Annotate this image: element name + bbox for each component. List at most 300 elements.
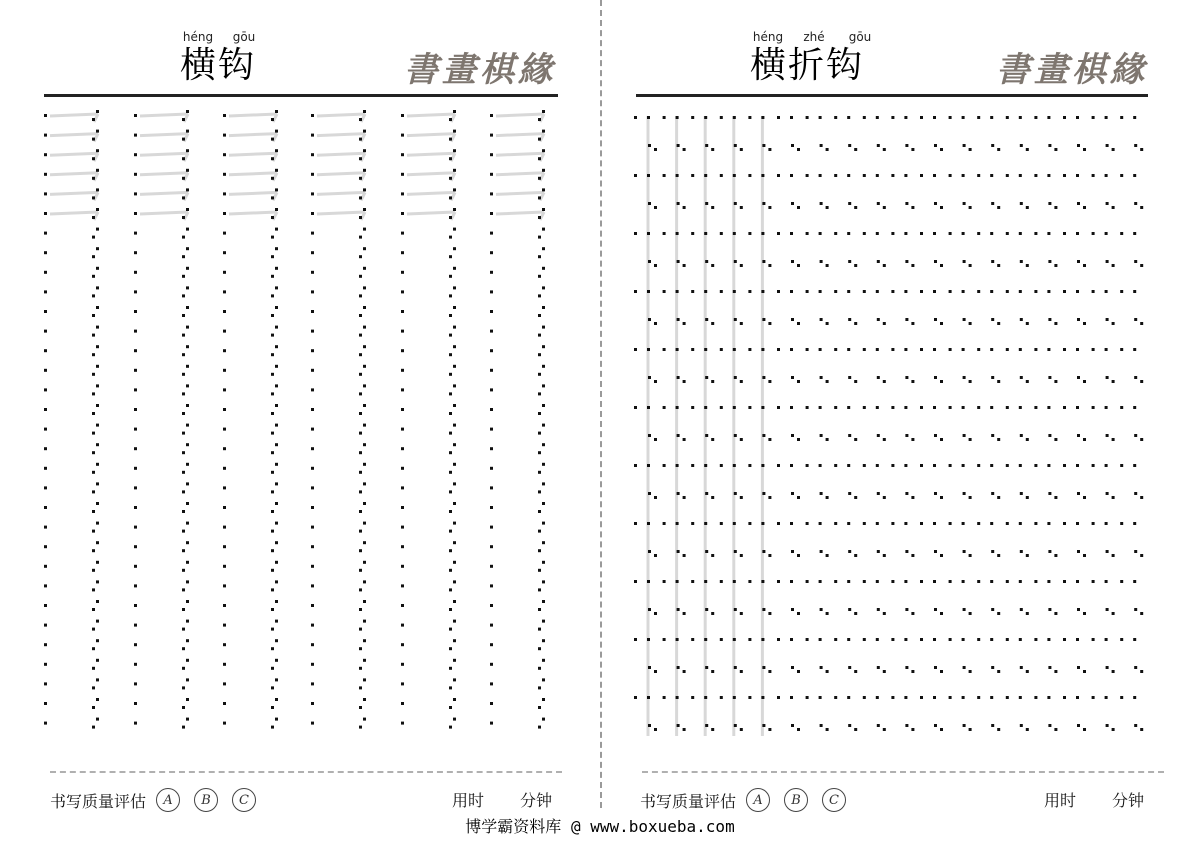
right-time-field: [1044, 788, 1144, 811]
time-label: 用时: [1044, 791, 1077, 810]
grid-dot: [990, 464, 993, 467]
grid-dot: [223, 486, 226, 489]
grid-dot: [663, 696, 666, 699]
grid-dot: [820, 202, 823, 205]
grid-dot: [1105, 696, 1108, 699]
grid-dot: [1026, 148, 1029, 151]
trace-guide-stroke: [140, 114, 188, 116]
grid-dot: [359, 569, 362, 572]
grid-dot: [359, 314, 362, 317]
grid-dot: [777, 348, 780, 351]
grid-dot: [401, 271, 404, 274]
grid-dot: [1105, 174, 1108, 177]
grid-dot: [1133, 522, 1136, 525]
grid-dot: [401, 545, 404, 548]
grid-dot: [223, 467, 226, 470]
grid-dot: [1140, 554, 1143, 557]
grid-dot: [96, 247, 99, 250]
grid-dot: [654, 380, 657, 383]
grid-dot: [734, 202, 737, 205]
grid-dot: [401, 192, 404, 195]
grid-dot: [453, 149, 456, 152]
grid-dot: [1054, 670, 1057, 673]
grid-dot: [720, 464, 723, 467]
grid-dot: [826, 728, 829, 731]
grid-dot: [1077, 318, 1080, 321]
grid-dot: [748, 348, 751, 351]
grade-a-option[interactable]: A: [156, 788, 180, 812]
grid-dot: [186, 169, 189, 172]
grid-dot: [711, 264, 714, 267]
grid-dot: [44, 604, 47, 607]
grid-dot: [911, 554, 914, 557]
grid-dot: [1076, 174, 1079, 177]
grid-dot: [92, 510, 95, 513]
grid-dot: [363, 228, 366, 231]
grid-dot: [363, 404, 366, 407]
grid-dot: [761, 580, 764, 583]
grid-dot: [359, 275, 362, 278]
grid-dot: [271, 236, 274, 239]
grid-dot: [949, 232, 952, 235]
right-quality-assessment: [640, 788, 846, 812]
grid-dot: [733, 116, 736, 119]
grid-dot: [275, 384, 278, 387]
grid-dot: [1063, 116, 1066, 119]
grid-dot: [449, 314, 452, 317]
grid-dot: [44, 388, 47, 391]
grid-dot: [791, 434, 794, 437]
grid-dot: [648, 492, 651, 495]
grid-dot: [275, 149, 278, 152]
grid-dot: [359, 471, 362, 474]
left-stroke-title: 横钩: [180, 45, 257, 86]
grid-dot: [1112, 380, 1115, 383]
grid-dot: [920, 290, 923, 293]
grid-dot: [876, 348, 879, 351]
grid-dot: [223, 330, 226, 333]
grid-dot: [634, 522, 637, 525]
grid-dot: [275, 306, 278, 309]
grid-dot: [401, 134, 404, 137]
grid-dot: [275, 502, 278, 505]
grid-dot: [538, 334, 541, 337]
grid-dot: [676, 580, 679, 583]
grid-dot: [940, 380, 943, 383]
grid-dot: [96, 365, 99, 368]
grid-dot: [311, 232, 314, 235]
grid-dot: [490, 271, 493, 274]
grid-dot: [359, 334, 362, 337]
grid-dot: [311, 624, 314, 627]
grid-dot: [1083, 438, 1086, 441]
grid-dot: [806, 406, 809, 409]
grid-dot: [1019, 116, 1022, 119]
grid-dot: [363, 247, 366, 250]
grid-dot: [1054, 496, 1057, 499]
grid-dot: [1092, 290, 1095, 293]
grid-dot: [542, 580, 545, 583]
watermark-url: @ www.boxueba.com: [570, 817, 735, 836]
grade-c-option[interactable]: C: [232, 788, 256, 812]
grid-dot: [186, 247, 189, 250]
grid-dot: [96, 678, 99, 681]
grid-dot: [96, 522, 99, 525]
grid-dot: [997, 554, 1000, 557]
grid-dot: [762, 318, 765, 321]
grid-dot: [96, 286, 99, 289]
grid-dot: [762, 202, 765, 205]
grid-dot: [271, 471, 274, 474]
grid-dot: [1076, 464, 1079, 467]
grid-dot: [134, 290, 137, 293]
grid-dot: [683, 438, 686, 441]
grid-dot: [1054, 728, 1057, 731]
grid-dot: [92, 196, 95, 199]
grid-dot: [134, 271, 137, 274]
grid-dot: [1105, 406, 1108, 409]
pinyin-syllable: héng: [752, 30, 784, 44]
grid-dot: [186, 698, 189, 701]
grid-dot: [797, 206, 800, 209]
grid-dot: [223, 349, 226, 352]
grid-dot: [711, 670, 714, 673]
grid-dot: [453, 384, 456, 387]
grid-dot: [733, 348, 736, 351]
grid-dot: [934, 608, 937, 611]
grade-a-option[interactable]: A: [746, 788, 770, 812]
grid-dot: [490, 212, 493, 215]
grid-dot: [182, 275, 185, 278]
grid-dot: [797, 322, 800, 325]
grid-dot: [538, 588, 541, 591]
grid-dot: [449, 510, 452, 513]
grid-dot: [905, 608, 908, 611]
grid-dot: [677, 260, 680, 263]
left-time-field: [452, 788, 552, 811]
grid-dot: [791, 550, 794, 553]
grid-dot: [904, 232, 907, 235]
grid-dot: [962, 348, 965, 351]
grid-dot: [44, 428, 47, 431]
grid-dot: [663, 116, 666, 119]
grid-dot: [806, 464, 809, 467]
grid-dot: [453, 698, 456, 701]
trace-guide-stroke: [140, 153, 188, 155]
grid-dot: [683, 380, 686, 383]
grid-dot: [538, 255, 541, 258]
pinyin-syllable: gōu: [232, 30, 256, 44]
grid-dot: [705, 376, 708, 379]
grade-b-option[interactable]: B: [784, 788, 808, 812]
grid-dot: [847, 464, 850, 467]
grid-dot: [705, 666, 708, 669]
grid-dot: [542, 188, 545, 191]
grid-dot: [933, 290, 936, 293]
grid-dot: [359, 138, 362, 141]
grid-dot: [977, 406, 980, 409]
grid-dot: [490, 624, 493, 627]
grid-dot: [542, 384, 545, 387]
grid-dot: [934, 260, 937, 263]
grid-dot: [44, 565, 47, 568]
grid-dot: [449, 294, 452, 297]
trace-guide-stroke: [496, 192, 544, 194]
grid-dot: [490, 545, 493, 548]
grid-dot: [768, 554, 771, 557]
grid-dot: [134, 153, 137, 156]
grid-dot: [1134, 492, 1137, 495]
grid-dot: [963, 202, 966, 205]
grid-dot: [1092, 464, 1095, 467]
grade-c-option[interactable]: C: [822, 788, 846, 812]
grid-dot: [223, 251, 226, 254]
grid-dot: [949, 348, 952, 351]
grid-dot: [449, 392, 452, 395]
grid-dot: [797, 554, 800, 557]
grid-dot: [691, 464, 694, 467]
grid-dot: [683, 612, 686, 615]
grid-dot: [733, 406, 736, 409]
grid-dot: [654, 670, 657, 673]
grid-dot: [359, 510, 362, 513]
grid-dot: [44, 447, 47, 450]
grid-dot: [96, 345, 99, 348]
grid-dot: [720, 116, 723, 119]
grid-dot: [1034, 406, 1037, 409]
grid-dot: [1092, 174, 1095, 177]
grid-dot: [934, 666, 937, 669]
grid-dot: [911, 438, 914, 441]
grid-dot: [363, 130, 366, 133]
grid-dot: [186, 326, 189, 329]
grid-dot: [363, 149, 366, 152]
grid-dot: [806, 232, 809, 235]
trace-guide-stroke: [229, 212, 277, 214]
grid-dot: [891, 290, 894, 293]
grid-dot: [490, 153, 493, 156]
grid-dot: [359, 412, 362, 415]
grid-dot: [991, 144, 994, 147]
grid-dot: [962, 522, 965, 525]
grid-dot: [182, 432, 185, 435]
right-header-rule: [636, 94, 1148, 97]
grid-dot: [1063, 522, 1066, 525]
grid-dot: [542, 110, 545, 113]
grid-dot: [449, 569, 452, 572]
grid-dot: [1112, 322, 1115, 325]
grid-dot: [920, 348, 923, 351]
grid-dot: [647, 290, 650, 293]
grid-dot: [44, 663, 47, 666]
grid-dot: [1034, 348, 1037, 351]
grid-dot: [453, 110, 456, 113]
grid-dot: [704, 638, 707, 641]
grid-dot: [1026, 206, 1029, 209]
grid-dot: [663, 406, 666, 409]
grid-dot: [677, 666, 680, 669]
grid-dot: [761, 290, 764, 293]
grid-dot: [905, 492, 908, 495]
grid-dot: [1133, 174, 1136, 177]
grid-dot: [134, 643, 137, 646]
grid-dot: [186, 443, 189, 446]
grid-dot: [44, 153, 47, 156]
grid-dot: [134, 584, 137, 587]
grid-dot: [911, 148, 914, 151]
grid-dot: [311, 212, 314, 215]
grid-dot: [777, 174, 780, 177]
grid-dot: [748, 116, 751, 119]
grid-dot: [990, 522, 993, 525]
trace-guide-stroke: [50, 212, 98, 214]
grid-dot: [490, 722, 493, 725]
grid-dot: [186, 561, 189, 564]
grid-dot: [182, 177, 185, 180]
grid-dot: [791, 376, 794, 379]
grid-dot: [223, 604, 226, 607]
grid-dot: [134, 310, 137, 313]
grid-dot: [363, 482, 366, 485]
grid-dot: [271, 255, 274, 258]
grid-dot: [538, 726, 541, 729]
grid-dot: [223, 271, 226, 274]
grid-dot: [1140, 728, 1143, 731]
grid-dot: [1054, 612, 1057, 615]
grid-dot: [819, 290, 822, 293]
grid-dot: [854, 148, 857, 151]
grid-dot: [733, 464, 736, 467]
grid-dot: [990, 348, 993, 351]
grid-dot: [1140, 496, 1143, 499]
grid-dot: [826, 612, 829, 615]
grid-dot: [1063, 290, 1066, 293]
grid-dot: [791, 608, 794, 611]
grid-dot: [92, 294, 95, 297]
grid-dot: [1047, 522, 1050, 525]
grid-dot: [44, 702, 47, 705]
grid-dot: [1076, 522, 1079, 525]
grid-dot: [720, 348, 723, 351]
grid-dot: [905, 550, 908, 553]
grid-dot: [1020, 434, 1023, 437]
grid-dot: [449, 432, 452, 435]
trace-guide-stroke: [317, 114, 365, 116]
grid-dot: [542, 365, 545, 368]
grid-dot: [490, 310, 493, 313]
grid-dot: [720, 290, 723, 293]
grid-dot: [891, 348, 894, 351]
grid-dot: [1034, 522, 1037, 525]
grid-dot: [1134, 608, 1137, 611]
grid-dot: [186, 639, 189, 642]
grid-dot: [761, 696, 764, 699]
grade-options: [746, 788, 846, 812]
grid-dot: [940, 148, 943, 151]
grid-dot: [542, 463, 545, 466]
grid-dot: [819, 464, 822, 467]
grid-dot: [1106, 492, 1109, 495]
grid-dot: [44, 584, 47, 587]
grid-dot: [223, 526, 226, 529]
grid-dot: [538, 138, 541, 141]
grid-dot: [92, 157, 95, 160]
grid-dot: [654, 554, 657, 557]
grid-dot: [275, 267, 278, 270]
grid-dot: [733, 696, 736, 699]
grid-dot: [691, 290, 694, 293]
grid-dot: [920, 580, 923, 583]
grid-dot: [453, 424, 456, 427]
grid-dot: [1063, 406, 1066, 409]
grid-dot: [819, 174, 822, 177]
grid-dot: [677, 318, 680, 321]
grid-dot: [1106, 318, 1109, 321]
grid-dot: [186, 424, 189, 427]
grid-dot: [663, 580, 666, 583]
grid-dot: [1026, 438, 1029, 441]
grid-dot: [363, 522, 366, 525]
grid-dot: [1140, 206, 1143, 209]
grid-dot: [359, 157, 362, 160]
grid-dot: [1133, 580, 1136, 583]
grid-dot: [271, 314, 274, 317]
grid-dot: [654, 148, 657, 151]
grid-dot: [134, 114, 137, 117]
grid-dot: [1092, 116, 1095, 119]
grid-dot: [1026, 728, 1029, 731]
grid-dot: [271, 177, 274, 180]
grid-dot: [359, 686, 362, 689]
grid-dot: [797, 612, 800, 615]
grid-dot: [806, 174, 809, 177]
grid-dot: [96, 169, 99, 172]
grid-dot: [704, 232, 707, 235]
grid-dot: [677, 202, 680, 205]
grid-dot: [834, 580, 837, 583]
grid-dot: [542, 345, 545, 348]
grid-dot: [977, 464, 980, 467]
trace-guide-stroke: [229, 173, 277, 175]
grid-dot: [797, 496, 800, 499]
grid-dot: [1006, 406, 1009, 409]
grid-dot: [1063, 174, 1066, 177]
grid-dot: [453, 639, 456, 642]
grid-dot: [449, 196, 452, 199]
grid-dot: [797, 380, 800, 383]
grid-dot: [820, 318, 823, 321]
grid-dot: [134, 702, 137, 705]
grade-b-option[interactable]: B: [194, 788, 218, 812]
grid-dot: [848, 144, 851, 147]
grid-dot: [1077, 260, 1080, 263]
grid-dot: [920, 522, 923, 525]
grid-dot: [977, 580, 980, 583]
grid-dot: [311, 663, 314, 666]
grid-dot: [663, 232, 666, 235]
grid-dot: [453, 306, 456, 309]
grid-dot: [186, 659, 189, 662]
grid-dot: [797, 148, 800, 151]
grid-dot: [449, 412, 452, 415]
grid-dot: [44, 643, 47, 646]
grid-dot: [1077, 666, 1080, 669]
grid-dot: [854, 380, 857, 383]
grid-dot: [969, 612, 972, 615]
grid-dot: [1134, 376, 1137, 379]
grid-dot: [449, 726, 452, 729]
grid-dot: [748, 580, 751, 583]
